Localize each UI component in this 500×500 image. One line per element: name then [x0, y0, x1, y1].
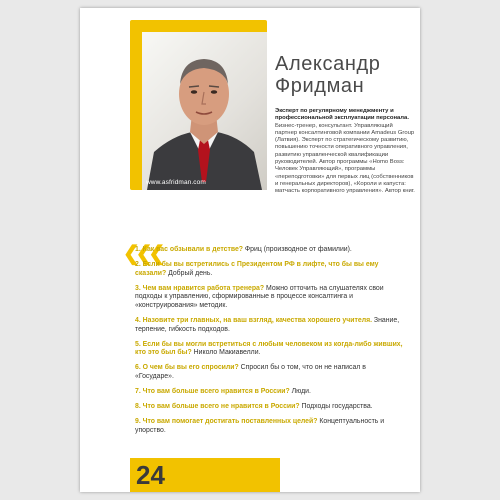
website-caption: www.asfridman.com [146, 179, 206, 186]
first-name: Александр [275, 53, 381, 75]
bio-text: Бизнес-тренер, консультант. Управляющий партнер консалтинговой компании Amadeus Group (Латвия). Эксперт по стратегическому развитию, повышению точности оперативного управления, развитию управленческой квалификации руководителей. Автор программы «Homo Boss: Человек Управляющий», программы «переподготовки» для первых лиц (собственников и генеральных директоров), «Короли и капуста: матчасть корпоративного управления». Автор книг. [275, 122, 415, 195]
page-number-bar [130, 458, 280, 492]
question: 4. Назовите три главных, на ваш взгляд, качества хорошего учителя. [135, 317, 373, 325]
answer: Можно отточить на слушателях свои подходы к управлению, сформированные в процессе консалтинга и «конструирования» методик. [135, 284, 384, 309]
person-name [275, 53, 380, 97]
answer: Подходы государства. [299, 403, 373, 411]
portrait-illustration [142, 32, 267, 190]
answer: Знание, терпение, гибкость подходов. [135, 317, 400, 333]
qa-item [135, 317, 405, 334]
page-number: 24 [136, 460, 165, 490]
qa-item [135, 403, 405, 412]
qa-item [135, 388, 405, 397]
question: 1. Как вас обзывали в детстве? [135, 246, 244, 253]
qa-item [135, 285, 405, 311]
question: 8. Что вам больше всего не нравится в России? [135, 403, 300, 411]
qa-item [135, 364, 405, 381]
answer: Фриц (производное от фамилии). [243, 246, 352, 253]
answer: Добрый день. [166, 269, 213, 277]
magazine-page [80, 8, 420, 492]
last-name: Фридман [275, 75, 365, 97]
question: 7. Что вам больше всего нравится в России? [135, 388, 290, 396]
qa-item [135, 341, 405, 358]
chevrons-decoration: ❮❮❮ [123, 243, 162, 265]
question: 9. Что вам помогает достигать поставленных целей? [135, 418, 318, 426]
question: 6. О чем бы вы его спросили? [135, 364, 239, 372]
qa-item [135, 418, 405, 435]
answer: Николо Макиавелли. [191, 349, 261, 357]
qa-list [135, 246, 405, 442]
portrait-photo [142, 32, 267, 190]
question: 3. Чем вам нравится работа тренера? [135, 284, 265, 292]
bio-block [275, 108, 415, 196]
question: 2. Если бы вы встретились с Президентом РФ в лифте, что бы вы ему сказали? [135, 261, 379, 277]
answer: Люди. [289, 388, 311, 396]
qa-item [135, 246, 405, 255]
answer: Спросил бы о том, что он не написал в «Государе». [135, 364, 366, 381]
question: 5. Если бы вы могли встретиться с любым человеком из когда-либо живших, кто это был бы? [135, 340, 403, 357]
bio-lead: Эксперт по регулярному менеджменту и профессиональной эксплуатации персонала. [275, 108, 409, 122]
qa-item [135, 261, 405, 278]
answer: Концептуальность и упорство. [135, 418, 385, 434]
